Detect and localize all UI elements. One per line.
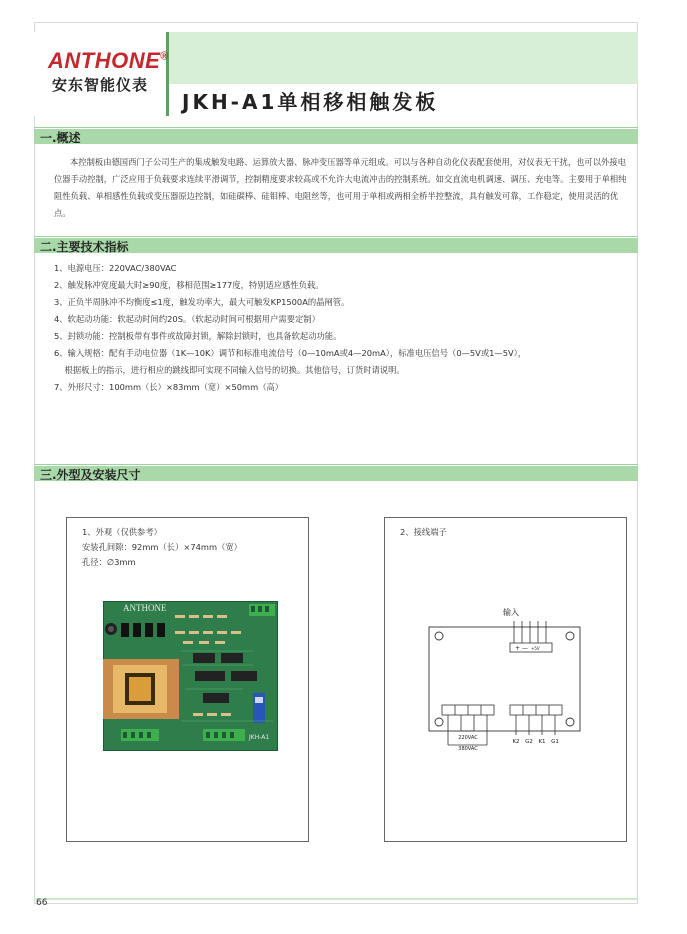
pcb-brand: ANTHONE: [123, 603, 167, 613]
footer-rule: [34, 898, 638, 900]
registered-mark: ®: [160, 50, 169, 63]
label-k1: K1: [538, 739, 546, 745]
section2-title: 二.主要技术指标: [40, 240, 129, 254]
section1-paragraph: [54, 154, 634, 222]
brand-name-cn: 安东智能仪表: [52, 76, 149, 94]
board-outline: [429, 627, 580, 731]
page-number: 66: [36, 898, 48, 908]
input-label: 输入: [503, 608, 519, 617]
pcb-model: JKH-A1: [249, 734, 270, 741]
paragraph-line: 用于单相或两相全桥半控整流，具有触发可靠，工作稳定，使用灵活的优点。: [54, 191, 619, 218]
header-divider: [166, 32, 169, 116]
input-terminal-minus: —: [522, 645, 528, 652]
appearance-caption: 1、外观（仅供参考）: [82, 527, 162, 537]
input-terminal-5v: +5V: [531, 646, 540, 651]
label-220vac: 220VAC: [458, 735, 478, 741]
spec-item: 7、外形尺寸：100mm（长）×83mm（宽）×50mm（高）: [54, 382, 284, 392]
spec-item: 6、输入规格：配有手动电位器（1K—10K）调节和标准电流信号（0—10mA或4—20mA），标准电压信号（0—5V或1—5V），: [54, 348, 527, 358]
hole-diameter-text: 孔径：∅3mm: [82, 557, 136, 567]
spec-item: 1、电源电压：220VAC/380VAC: [54, 263, 177, 273]
pcb-photo: [103, 601, 278, 751]
section-rule: [34, 127, 638, 128]
label-g1: G1: [551, 739, 559, 745]
paragraph-line: 本控制板由德国西门子公司生产的集成触发电路、运算放大器、脉冲变压器等单元组成。可以与各种自动化仪表配套使用，对仪: [70, 157, 535, 167]
input-terminal-plus: +: [515, 645, 521, 652]
terminals-caption: 2、接线端子: [400, 527, 447, 537]
brand-logo: [48, 48, 169, 74]
section-rule: [34, 464, 638, 465]
section-rule: [34, 236, 638, 237]
spec-item: 5、封锁功能：控制板带有事件或故障封锁，解除封锁时，也具备软起动功能。: [54, 331, 342, 341]
page-title: JKH-A1单相移相触发板: [182, 90, 439, 114]
section1-header-bar: [34, 129, 638, 144]
paragraph-line: 表无干扰，也可以外接电位器手动控制，广泛应用于负载要求连续平滑调节，控制精度要求较高或不允许大电流冲击的控制系统。如: [54, 157, 626, 184]
label-k2: K2: [512, 739, 520, 745]
mounting-hole: [566, 632, 574, 640]
mounting-hole: [435, 718, 443, 726]
spec-item: 3、正负半周脉冲不均衡度≤1度，触发功率大，最大可触发KP1500A的晶闸管。: [54, 297, 350, 307]
label-380vac: 380VAC: [458, 746, 478, 752]
mounting-hole: [566, 718, 574, 726]
spec-item: 4、软起动功能：软起动时间约20S。（软起动时间可根据用户需要定制）: [54, 314, 320, 324]
hole-spacing-text: 安装孔间隙：92mm（长）×74mm（宽）: [82, 542, 242, 552]
section3-title: 三.外型及安装尺寸: [40, 468, 141, 482]
terminal-diagram: [384, 517, 627, 842]
section1-title: 一.概述: [40, 131, 81, 145]
paragraph-line: 交直流电机调速、调压、充电等。主要用于单相纯阻性负载、单相感性负载或变压器原边控制，如硅碳棒、硅钼棒、电阻丝等，也可: [54, 174, 627, 201]
label-g2: G2: [525, 739, 533, 745]
spec-item: 2、触发脉冲宽度最大时≥90度，移相范围≥177度，特别适应感性负载。: [54, 280, 324, 290]
spec-item: 根据板上的指示，进行相应的跳线即可实现不同输入信号的切换。其他信号，订货时请说明。: [54, 365, 405, 375]
brand-name: ANTHONE: [48, 48, 161, 73]
mounting-hole: [435, 632, 443, 640]
